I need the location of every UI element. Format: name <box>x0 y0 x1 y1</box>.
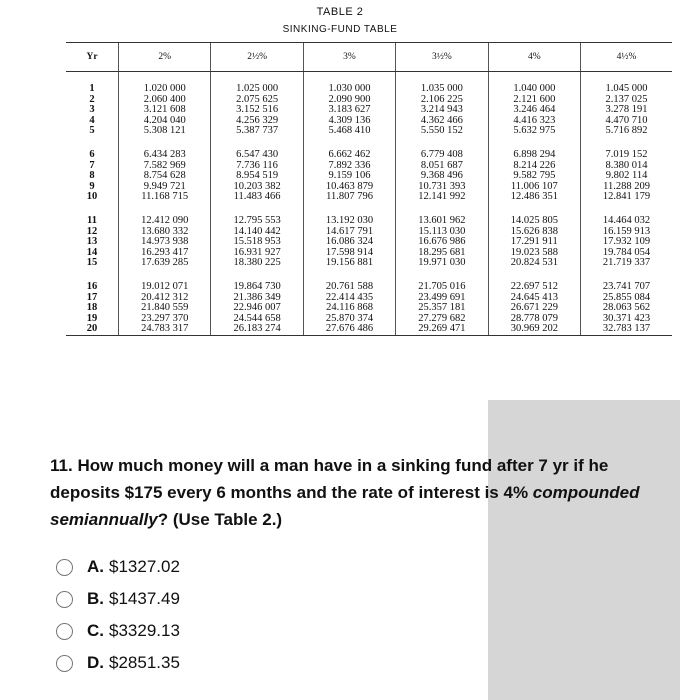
option-value: $2851.35 <box>109 653 180 672</box>
value-cell: 13.601 962 15.113 030 16.676 986 18.295 681 19.971 030 <box>396 204 488 270</box>
header-rate-4-5: 4½% <box>581 43 672 72</box>
answer-option-b[interactable] <box>56 588 180 610</box>
option-letter: C. <box>87 621 104 640</box>
value-cell: 6.779 408 8.051 687 9.368 496 10.731 393 12.141 992 <box>396 138 488 204</box>
value-cell: 7.019 152 8.380 014 9.802 114 11.288 209 12.841 179 <box>581 138 672 204</box>
question-end: ? (Use Table 2.) <box>157 510 283 529</box>
option-value: $1327.02 <box>109 557 180 576</box>
option-letter: D. <box>87 653 104 672</box>
table-header-row <box>66 43 672 72</box>
header-rate-3: 3% <box>303 43 395 72</box>
option-letter: A. <box>87 557 104 576</box>
value-cell: 1.045 000 2.137 025 3.278 191 4.470 710 5.716 892 <box>581 72 672 139</box>
header-rate-3-5: 3½% <box>396 43 488 72</box>
table-subtitle: SINKING-FUND TABLE <box>282 24 398 35</box>
answer-option-c[interactable] <box>56 620 180 642</box>
value-cell: 19.864 730 21.386 349 22.946 007 24.544 658 26.183 274 <box>211 270 303 335</box>
year-cell: 1 2 3 4 5 <box>89 83 95 137</box>
header-rate-2: 2% <box>119 43 211 72</box>
value-cell: 1.035 000 2.106 225 3.214 943 4.362 466 5.550 152 <box>396 72 488 139</box>
value-cell: 1.040 000 2.121 600 3.246 464 4.416 323 5.632 975 <box>488 72 580 139</box>
value-cell: 6.898 294 8.214 226 9.582 795 11.006 107 12.486 351 <box>488 138 580 204</box>
sinking-fund-table <box>66 42 672 336</box>
question-text <box>50 452 650 533</box>
radio-button[interactable] <box>56 623 73 640</box>
header-yr: Yr <box>66 43 119 72</box>
year-cell: 6 7 8 9 10 <box>86 149 98 203</box>
value-cell: 12.795 553 14.140 442 15.518 953 16.931 927 18.380 225 <box>211 204 303 270</box>
question-italic: compounded semiannually <box>50 483 640 529</box>
option-value: $3329.13 <box>109 621 180 640</box>
background-panel <box>488 400 680 700</box>
value-cell: 14.464 032 16.159 913 17.932 109 19.784 054 21.719 337 <box>581 204 672 270</box>
value-cell: 13.192 030 14.617 791 16.086 324 17.598 914 19.156 881 <box>303 204 395 270</box>
header-rate-2-5: 2½% <box>211 43 303 72</box>
value-cell: 22.697 512 24.645 413 26.671 229 28.778 079 30.969 202 <box>488 270 580 335</box>
value-cell: 1.020 000 2.060 400 3.121 608 4.204 040 5.308 121 <box>119 72 211 139</box>
value-cell: 6.662 462 7.892 336 9.159 106 10.463 879 11.807 796 <box>303 138 395 204</box>
question-number: 11. <box>50 456 73 475</box>
value-cell: 1.025 000 2.075 625 3.152 516 4.256 329 5.387 737 <box>211 72 303 139</box>
year-cell: 11 12 13 14 15 <box>86 215 98 269</box>
option-value: $1437.49 <box>109 589 180 608</box>
value-cell: 23.741 707 25.855 084 28.063 562 30.371 423 32.783 137 <box>581 270 672 335</box>
question-main: How much money will a man have in a sinking fund after 7 yr if he deposits $175 every 6 months and the rate of interest is 4% <box>50 456 609 502</box>
radio-button[interactable] <box>56 591 73 608</box>
value-cell: 14.025 805 15.626 838 17.291 911 19.023 588 20.824 531 <box>488 204 580 270</box>
table-row-group <box>66 72 672 139</box>
radio-button[interactable] <box>56 559 73 576</box>
answer-option-d[interactable] <box>56 652 180 674</box>
table-title: TABLE 2 <box>316 6 364 18</box>
table-row-group <box>66 138 672 204</box>
value-cell: 19.012 071 20.412 312 21.840 559 23.297 370 24.783 317 <box>119 270 211 335</box>
table-row-group <box>66 270 672 335</box>
value-cell: 21.705 016 23.499 691 25.357 181 27.279 682 29.269 471 <box>396 270 488 335</box>
header-rate-4: 4% <box>488 43 580 72</box>
radio-button[interactable] <box>56 655 73 672</box>
year-cell: 16 17 18 19 20 <box>66 270 119 335</box>
value-cell: 6.547 430 7.736 116 8.954 519 10.203 382 11.483 466 <box>211 138 303 204</box>
value-cell: 12.412 090 13.680 332 14.973 938 16.293 417 17.639 285 <box>119 204 211 270</box>
value-cell: 1.030 000 2.090 900 3.183 627 4.309 136 5.468 410 <box>303 72 395 139</box>
answer-option-a[interactable] <box>56 556 180 578</box>
table-row-group <box>66 204 672 270</box>
option-letter: B. <box>87 589 104 608</box>
value-cell: 20.761 588 22.414 435 24.116 868 25.870 374 27.676 486 <box>303 270 395 335</box>
value-cell: 6.434 283 7.582 969 8.754 628 9.949 721 11.168 715 <box>119 138 211 204</box>
